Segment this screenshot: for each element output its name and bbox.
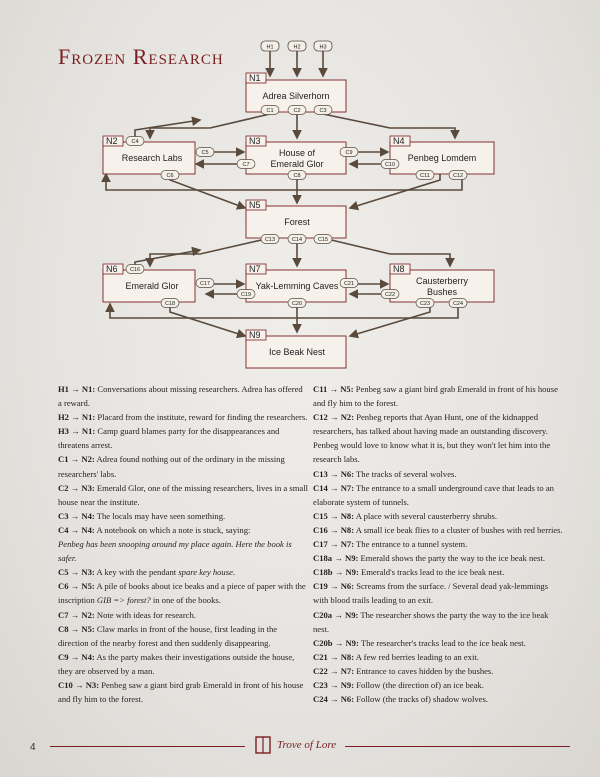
node-n5 — [246, 200, 346, 238]
svg-text:C13: C13 — [264, 237, 276, 243]
svg-text:C24: C24 — [452, 301, 464, 307]
clue-c22 — [381, 290, 399, 299]
clue-entry: C20b → N9: The researcher's tracks lead to the ice beak nest. — [313, 637, 526, 648]
svg-text:C17: C17 — [199, 281, 211, 287]
clue-entry: H2 → N1: Placard from the institute, reward for finding the researchers. — [58, 412, 308, 423]
svg-text:N8: N8 — [393, 264, 405, 274]
svg-text:C14: C14 — [291, 237, 303, 243]
svg-text:Yak-Lemming Caves: Yak-Lemming Caves — [255, 281, 339, 291]
clue-list-right — [313, 382, 563, 706]
clue-list-left — [58, 382, 308, 706]
clue-entry: C14 → N7: The entrance to a small underground cave that leads to an elaborate system of tunnels. — [313, 482, 554, 507]
clue-c1 — [261, 106, 279, 115]
svg-text:Ice Beak Nest: Ice Beak Nest — [268, 347, 326, 357]
clue-entry: C20a → N9: The researcher shows the party the way to the ice beak nest. — [313, 609, 549, 634]
clue-entry: C21 → N8: A few red berries leading to an exit. — [313, 651, 479, 662]
svg-text:C22: C22 — [384, 292, 396, 298]
svg-text:C10: C10 — [384, 162, 396, 168]
clue-entry: C13 → N6: The tracks of several wolves. — [313, 468, 457, 479]
clue-c12 — [449, 171, 467, 180]
svg-text:N9: N9 — [249, 330, 261, 340]
node-n9 — [246, 330, 346, 368]
clue-entry: C3 → N4: The locals may have seen something. — [58, 510, 226, 521]
page-number: 4 — [30, 742, 36, 753]
clue-entry: C19 → N6: Screams from the surface. / Several dead yak-lemmings with blood trails leading to an exit. — [313, 581, 549, 606]
svg-text:House of: House of — [278, 148, 316, 158]
clue-c14 — [288, 235, 306, 244]
clue-c15 — [314, 235, 332, 244]
svg-text:C19: C19 — [240, 292, 252, 298]
svg-text:N6: N6 — [106, 264, 118, 274]
svg-text:C18: C18 — [164, 301, 176, 307]
clue-c21 — [340, 279, 358, 288]
clue-entry: C5 → N3: A key with the pendant spare key house. — [58, 567, 236, 578]
clue-c19 — [237, 290, 255, 299]
clue-entry: H3 → N1: Camp guard blames party for the disappearances and threatens arrest. — [58, 426, 280, 451]
clue-c24 — [449, 299, 467, 308]
clue-c9 — [340, 148, 358, 157]
footer-brand — [255, 736, 336, 754]
clue-c8 — [288, 171, 306, 180]
node-n8 — [390, 264, 494, 302]
svg-text:N3: N3 — [249, 136, 261, 146]
svg-text:N2: N2 — [106, 136, 118, 146]
svg-text:C6: C6 — [166, 173, 174, 179]
svg-text:C21: C21 — [343, 281, 355, 287]
clue-entry: C9 → N4: As the party makes their investigations outside the house, they are observed by a man. — [58, 651, 295, 676]
hook-h2 — [288, 41, 306, 51]
svg-text:C8: C8 — [293, 173, 301, 179]
page-title: Frozen Research — [58, 44, 224, 69]
node-n6 — [103, 264, 195, 302]
clue-c7 — [237, 160, 255, 169]
clue-c13 — [261, 235, 279, 244]
clue-entry: C4 → N4: A notebook on which a note is stuck, saying: Penbeg has been snooping around my place again. Here the book is safer. — [58, 524, 292, 564]
hook-h1 — [261, 41, 279, 51]
svg-text:C5: C5 — [201, 150, 209, 156]
node-n3 — [246, 136, 346, 174]
clue-entry: C6 → N5: A pile of books about ice beaks and a piece of paper with the inscription GIB => forest? in one of the books. — [58, 581, 306, 606]
clue-c18 — [161, 299, 179, 308]
svg-text:Emerald Glor: Emerald Glor — [125, 281, 179, 291]
clue-entry: C17 → N7: The entrance to a tunnel system. — [313, 539, 468, 550]
book-icon — [255, 736, 271, 754]
clue-c16 — [126, 265, 144, 274]
svg-text:N4: N4 — [393, 136, 405, 146]
svg-text:Bushes: Bushes — [426, 287, 458, 297]
svg-text:C2: C2 — [293, 108, 301, 114]
footer-brand-text: Trove of Lore — [277, 739, 337, 751]
svg-text:H3: H3 — [319, 44, 327, 51]
clue-entry: C10 → N3: Penbeg saw a giant bird grab Emerald in front of his house and fly him to the forest. — [58, 679, 304, 705]
svg-text:C15: C15 — [317, 237, 329, 243]
clue-c10 — [381, 160, 399, 169]
clue-entry: C1 → N2: Adrea found nothing out of the ordinary in the missing researchers' labs. — [58, 454, 285, 479]
svg-text:C1: C1 — [266, 108, 274, 114]
clue-c6 — [161, 171, 179, 180]
clue-c20 — [288, 299, 306, 308]
clue-c2 — [288, 106, 306, 115]
clue-entry: C12 → N2: Penbeg reports that Ayan Hunt, one of the kidnapped researchers, has talked about having made an outstanding discovery. Penbeg would love to know what it is, but they won't let him into the research labs. — [313, 412, 551, 465]
clue-entry: H1 → N1: Conversations about missing researchers. Adrea has offered a reward. — [58, 384, 303, 409]
clue-c4 — [126, 137, 144, 146]
clue-c11 — [416, 171, 434, 180]
svg-text:Forest: Forest — [284, 217, 310, 227]
clue-entry: C11 → N5: Penbeg saw a giant bird grab Emerald in front of his house and fly him to the forest. — [313, 384, 558, 409]
svg-text:C16: C16 — [129, 267, 141, 273]
footer-rule-left — [50, 746, 245, 747]
svg-text:N7: N7 — [249, 264, 261, 274]
svg-text:Emerald Glor: Emerald Glor — [270, 159, 324, 169]
clue-entry: C7 → N2: Note with ideas for research. — [58, 609, 196, 620]
svg-text:C7: C7 — [242, 162, 250, 168]
clue-c17 — [196, 279, 214, 288]
clue-entry: C23 → N9: Follow (the direction of) an ice beak. — [313, 679, 484, 690]
clue-c3 — [314, 106, 332, 115]
hook-h3 — [314, 41, 332, 51]
node-diagram — [0, 0, 600, 380]
clue-entry: C24 → N6: Follow (the tracks of) shadow wolves. — [313, 694, 488, 705]
clue-entry: C15 → N8: A place with several causterberry shrubs. — [313, 510, 498, 521]
svg-text:C9: C9 — [345, 150, 353, 156]
svg-text:H2: H2 — [293, 44, 301, 51]
footer-rule-right — [345, 746, 570, 747]
clue-entry: C18b → N9: Emerald's tracks lead to the ice beak nest. — [313, 567, 505, 578]
clue-entry: C18a → N9: Emerald shows the party the way to the ice beak nest. — [313, 553, 545, 564]
node-n2 — [103, 136, 195, 174]
svg-text:C4: C4 — [131, 139, 139, 145]
clue-entry: C22 → N7: Entrance to caves hidden by the bushes. — [313, 665, 494, 676]
svg-text:N1: N1 — [249, 73, 261, 83]
svg-text:C20: C20 — [291, 301, 303, 307]
svg-text:Adrea Silverhorn: Adrea Silverhorn — [262, 91, 330, 101]
svg-text:C23: C23 — [419, 301, 431, 307]
clue-entry: C8 → N5: Claw marks in front of the house, first leading in the direction of the nearby forest and then suddenly disappearing. — [58, 623, 278, 648]
svg-text:Penbeg Lomdem: Penbeg Lomdem — [407, 153, 477, 163]
svg-text:Causterberry: Causterberry — [415, 276, 469, 286]
svg-text:C3: C3 — [319, 108, 327, 114]
node-n7 — [246, 264, 346, 302]
svg-text:C11: C11 — [420, 173, 430, 179]
svg-text:C12: C12 — [452, 173, 464, 179]
clue-c5 — [196, 148, 214, 157]
clue-c23 — [416, 299, 434, 308]
node-n4 — [390, 136, 494, 174]
svg-text:Research Labs: Research Labs — [121, 153, 183, 163]
svg-text:N5: N5 — [249, 200, 261, 210]
svg-text:H1: H1 — [266, 44, 274, 51]
clue-entry: C2 → N3: Emerald Glor, one of the missing researchers, lives in a small house near the institute. — [58, 482, 309, 507]
clue-entry: C16 → N8: A small ice beak flies to a cluster of bushes with red berries. — [313, 524, 563, 535]
